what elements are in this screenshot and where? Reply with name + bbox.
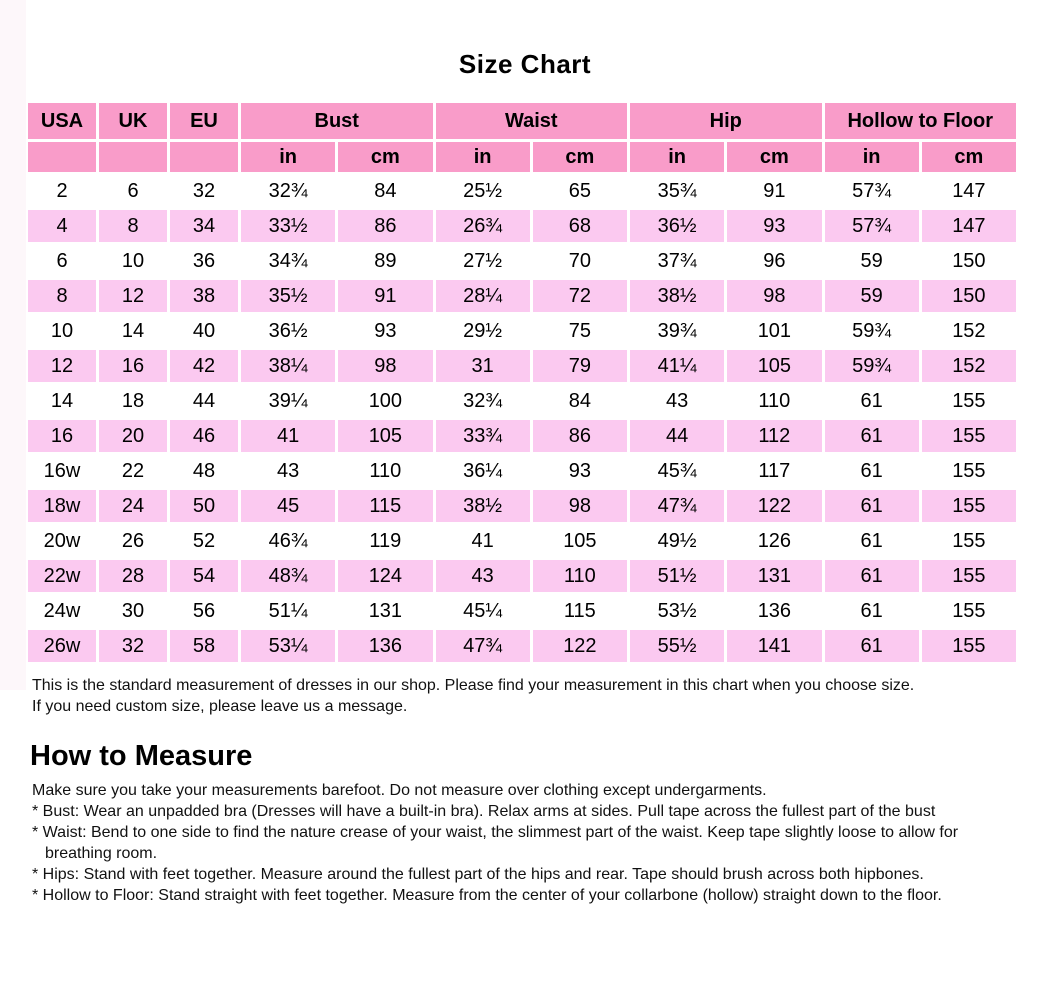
note-line-2: If you need custom size, please leave us a message. [32,698,408,715]
size-cell: 14 [28,385,96,417]
size-row-24w [28,595,1016,627]
measure-bust-instruction: * Bust: Wear an unpadded bra (Dresses will have a built-in bra). Relax arms at sides. Pull tape across the fullest part of the bust [32,803,936,820]
size-cell: 147 [922,175,1016,207]
size-row-20w [28,525,1016,557]
size-cell: 41¼ [630,350,724,382]
size-cell: 59 [825,280,919,312]
size-cell: 155 [922,385,1016,417]
size-cell: 36½ [241,315,335,347]
size-cell: 119 [338,525,432,557]
size-cell: 16 [28,420,96,452]
size-cell: 100 [338,385,432,417]
size-cell: 68 [533,210,627,242]
size-cell: 84 [338,175,432,207]
size-cell: 48 [170,455,238,487]
size-cell: 46¾ [241,525,335,557]
size-row-22w [28,560,1016,592]
size-cell: 59 [825,245,919,277]
size-cell: 53½ [630,595,724,627]
column-group-header: UK [99,103,167,139]
size-cell: 55½ [630,630,724,662]
size-cell: 155 [922,560,1016,592]
size-cell: 141 [727,630,821,662]
size-cell: 10 [28,315,96,347]
size-cell: 12 [28,350,96,382]
size-cell: 8 [99,210,167,242]
size-cell: 41 [436,525,530,557]
size-cell: 131 [727,560,821,592]
unit-header-cell: cm [727,142,821,172]
standard-measurement-note [32,675,1027,717]
size-cell: 45¼ [436,595,530,627]
size-cell: 61 [825,560,919,592]
size-cell: 122 [727,490,821,522]
size-cell: 53¼ [241,630,335,662]
size-cell: 4 [28,210,96,242]
size-cell: 52 [170,525,238,557]
measure-hips-instruction: * Hips: Stand with feet together. Measure around the fullest part of the hips and rear. Tape should brush across both hipbones. [32,866,924,883]
size-cell: 136 [727,595,821,627]
unit-header-cell: cm [922,142,1016,172]
size-cell: 56 [170,595,238,627]
size-cell: 36 [170,245,238,277]
size-cell: 61 [825,630,919,662]
size-cell: 96 [727,245,821,277]
size-cell: 22 [99,455,167,487]
size-cell: 25½ [436,175,530,207]
size-cell: 75 [533,315,627,347]
size-cell: 98 [338,350,432,382]
size-cell: 152 [922,315,1016,347]
unit-header-cell: cm [533,142,627,172]
size-cell: 41 [241,420,335,452]
size-cell: 26w [28,630,96,662]
size-cell: 14 [99,315,167,347]
size-cell: 24w [28,595,96,627]
column-group-header: USA [28,103,96,139]
column-group-header: EU [170,103,238,139]
size-cell: 93 [338,315,432,347]
size-row-18w [28,490,1016,522]
size-cell: 61 [825,525,919,557]
size-cell: 91 [727,175,821,207]
measure-intro-line: Make sure you take your measurements barefoot. Do not measure over clothing except undergarments. [32,782,767,799]
size-cell: 43 [630,385,724,417]
size-cell: 155 [922,420,1016,452]
size-cell: 89 [338,245,432,277]
size-cell: 93 [533,455,627,487]
size-cell: 42 [170,350,238,382]
size-cell: 18 [99,385,167,417]
size-cell: 57¾ [825,175,919,207]
size-cell: 47¾ [436,630,530,662]
size-cell: 91 [338,280,432,312]
size-cell: 61 [825,595,919,627]
size-cell: 59¾ [825,315,919,347]
size-cell: 35¾ [630,175,724,207]
size-cell: 105 [727,350,821,382]
size-cell: 155 [922,595,1016,627]
size-cell: 40 [170,315,238,347]
note-line-1: This is the standard measurement of dresses in our shop. Please find your measurement in this chart when you choose size. [32,677,915,694]
size-row-10 [28,315,1016,347]
measure-hollow-to-floor-instruction: * Hollow to Floor: Stand straight with feet together. Measure from the center of your collarbone (hollow) straight down to the floor. [32,887,942,904]
size-cell: 38 [170,280,238,312]
size-cell: 46 [170,420,238,452]
left-edge-tint [0,0,26,690]
size-cell: 155 [922,630,1016,662]
size-cell: 79 [533,350,627,382]
size-cell: 115 [338,490,432,522]
size-cell: 105 [533,525,627,557]
size-cell: 50 [170,490,238,522]
size-cell: 18w [28,490,96,522]
size-cell: 110 [338,455,432,487]
unit-header-row [28,142,1016,172]
size-cell: 32¾ [241,175,335,207]
column-group-header: Waist [436,103,628,139]
size-cell: 51¼ [241,595,335,627]
size-cell: 28¼ [436,280,530,312]
size-cell: 35½ [241,280,335,312]
size-cell: 54 [170,560,238,592]
size-cell: 2 [28,175,96,207]
empty-header-cell [99,142,167,172]
size-cell: 47¾ [630,490,724,522]
size-cell: 29½ [436,315,530,347]
how-to-measure-heading: How to Measure [30,740,253,772]
size-cell: 155 [922,455,1016,487]
size-cell: 43 [436,560,530,592]
size-cell: 155 [922,490,1016,522]
size-cell: 155 [922,525,1016,557]
size-cell: 20w [28,525,96,557]
size-cell: 10 [99,245,167,277]
size-cell: 33¾ [436,420,530,452]
size-cell: 110 [533,560,627,592]
column-group-row [28,103,1016,139]
size-cell: 12 [99,280,167,312]
size-cell: 93 [727,210,821,242]
size-cell: 33½ [241,210,335,242]
size-row-6 [28,245,1016,277]
size-cell: 39¾ [630,315,724,347]
size-cell: 16 [99,350,167,382]
unit-header-cell: in [825,142,919,172]
size-cell: 26 [99,525,167,557]
size-row-26w [28,630,1016,662]
size-cell: 147 [922,210,1016,242]
size-cell: 32 [170,175,238,207]
size-row-14 [28,385,1016,417]
size-cell: 57¾ [825,210,919,242]
size-cell: 131 [338,595,432,627]
size-cell: 152 [922,350,1016,382]
size-cell: 117 [727,455,821,487]
size-cell: 43 [241,455,335,487]
size-cell: 84 [533,385,627,417]
size-row-12 [28,350,1016,382]
size-cell: 27½ [436,245,530,277]
size-cell: 110 [727,385,821,417]
column-group-header: Hollow to Floor [825,103,1017,139]
size-cell: 22w [28,560,96,592]
how-to-measure-instructions [32,780,1027,906]
size-cell: 36¼ [436,455,530,487]
size-cell: 44 [170,385,238,417]
size-cell: 51½ [630,560,724,592]
unit-header-cell: in [630,142,724,172]
size-cell: 86 [338,210,432,242]
size-cell: 45¾ [630,455,724,487]
size-cell: 37¾ [630,245,724,277]
size-cell: 98 [727,280,821,312]
size-cell: 30 [99,595,167,627]
size-row-2 [28,175,1016,207]
size-cell: 59¾ [825,350,919,382]
unit-header-cell: cm [338,142,432,172]
size-cell: 86 [533,420,627,452]
size-cell: 115 [533,595,627,627]
size-cell: 34¾ [241,245,335,277]
size-cell: 136 [338,630,432,662]
size-cell: 126 [727,525,821,557]
size-cell: 65 [533,175,627,207]
size-cell: 70 [533,245,627,277]
size-row-16 [28,420,1016,452]
size-cell: 39¼ [241,385,335,417]
size-cell: 6 [99,175,167,207]
size-cell: 36½ [630,210,724,242]
size-cell: 61 [825,385,919,417]
size-cell: 32 [99,630,167,662]
size-cell: 72 [533,280,627,312]
size-cell: 31 [436,350,530,382]
size-cell: 26¾ [436,210,530,242]
empty-header-cell [28,142,96,172]
size-cell: 58 [170,630,238,662]
size-cell: 150 [922,280,1016,312]
size-cell: 49½ [630,525,724,557]
size-cell: 8 [28,280,96,312]
size-cell: 38½ [630,280,724,312]
size-row-8 [28,280,1016,312]
size-cell: 124 [338,560,432,592]
size-cell: 32¾ [436,385,530,417]
size-row-16w [28,455,1016,487]
size-cell: 45 [241,490,335,522]
size-cell: 98 [533,490,627,522]
size-table-head [28,103,1016,172]
size-cell: 150 [922,245,1016,277]
column-group-header: Bust [241,103,433,139]
size-cell: 105 [338,420,432,452]
size-cell: 24 [99,490,167,522]
size-cell: 20 [99,420,167,452]
size-cell: 44 [630,420,724,452]
size-cell: 122 [533,630,627,662]
size-cell: 38½ [436,490,530,522]
unit-header-cell: in [436,142,530,172]
size-row-4 [28,210,1016,242]
size-cell: 61 [825,490,919,522]
page-title: Size Chart [458,49,592,79]
size-cell: 101 [727,315,821,347]
unit-header-cell: in [241,142,335,172]
size-cell: 61 [825,420,919,452]
column-group-header: Hip [630,103,822,139]
size-cell: 6 [28,245,96,277]
size-chart-table [25,100,1019,665]
size-cell: 34 [170,210,238,242]
size-cell: 48¾ [241,560,335,592]
size-cell: 61 [825,455,919,487]
size-cell: 16w [28,455,96,487]
empty-header-cell [170,142,238,172]
measure-waist-instruction: * Waist: Bend to one side to find the nature crease of your waist, the slimmest part of the waist. Keep tape slightly loose to allow for breathing room. [32,824,959,862]
size-cell: 28 [99,560,167,592]
size-cell: 112 [727,420,821,452]
size-cell: 38¼ [241,350,335,382]
size-table-body [28,175,1016,662]
